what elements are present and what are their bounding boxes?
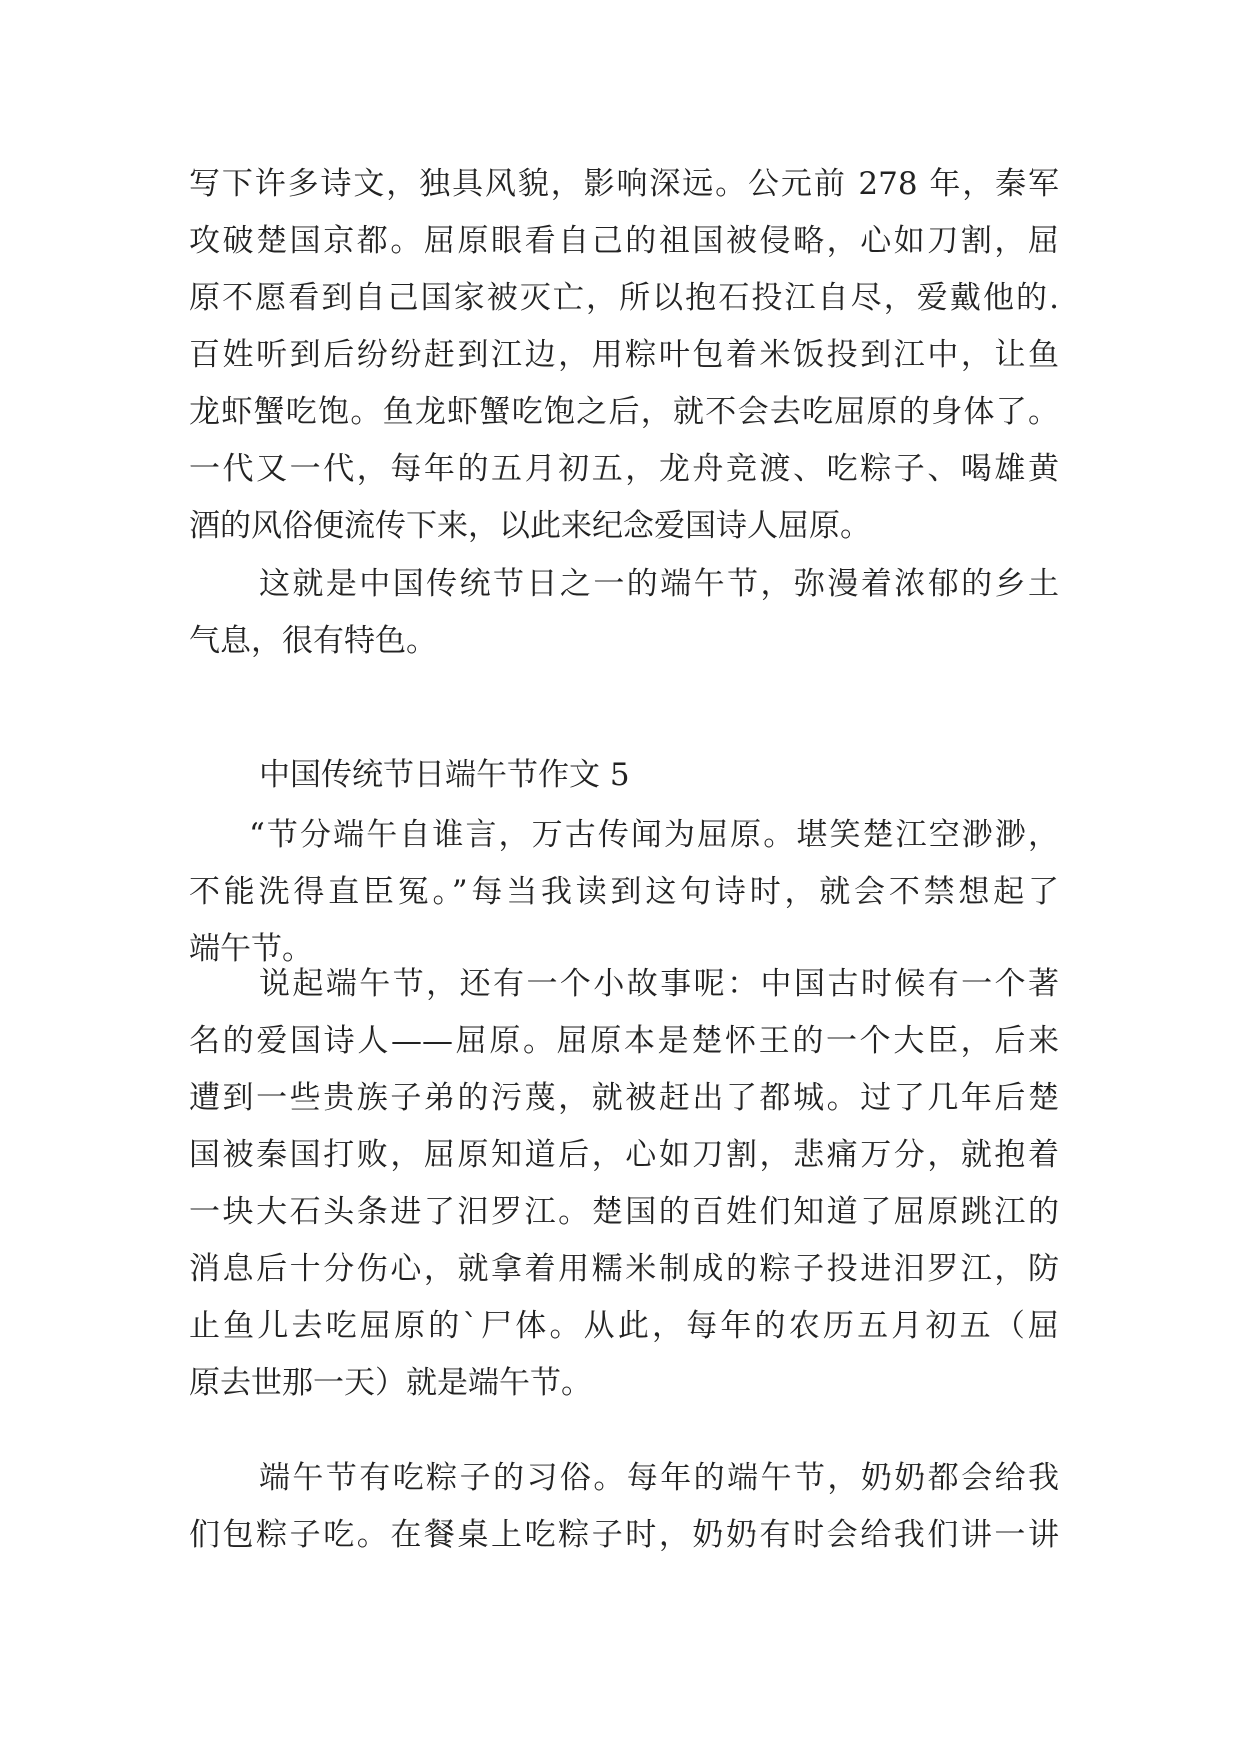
text-line: 龙虾蟹吃饱。鱼龙虾蟹吃饱之后，就不会去吃屈原的身体了。 (189, 394, 1059, 430)
text-line: 一代又一代，每年的五月初五，龙舟竞渡、吃粽子、喝雄黄 (189, 451, 1059, 487)
paragraph-festival-summary (189, 556, 1059, 670)
section-title: 中国传统节日端午节作文 5 (259, 757, 630, 793)
text-line: “节分端午自谁言，万古传闻为屈原。堪笑楚江空渺渺， (249, 817, 1059, 853)
text-line: 止鱼儿去吃屈原的`尸体。从此，每年的农历五月初五（屈 (189, 1308, 1059, 1344)
text-line: 说起端午节，还有一个小故事呢：中国古时候有一个著 (259, 966, 1059, 1002)
text-line: 不能洗得直臣冤。”每当我读到这句诗时，就会不禁想起了 (189, 874, 1059, 910)
text-line: 攻破楚国京都。屈原眼看自己的祖国被侵略，心如刀割，屈 (189, 223, 1059, 259)
text-line: 这就是中国传统节日之一的端午节，弥漫着浓郁的乡土 (259, 566, 1059, 602)
text-line: 消息后十分伤心，就拿着用糯米制成的粽子投进汨罗江，防 (189, 1251, 1059, 1287)
text-line: 原不愿看到自己国家被灭亡，所以抱石投江自尽，爱戴他的. (189, 280, 1059, 316)
text-line: 们包粽子吃。在餐桌上吃粽子时，奶奶有时会给我们讲一讲 (189, 1517, 1059, 1553)
text-line: 写下许多诗文，独具风貌，影响深远。公元前 278 年，秦军 (189, 166, 1059, 202)
paragraph-poem-quote (189, 807, 1059, 978)
text-line: 国被秦国打败，屈原知道后，心如刀割，悲痛万分，就抱着 (189, 1137, 1059, 1173)
text-line: 端午节有吃粽子的习俗。每年的端午节，奶奶都会给我 (259, 1460, 1059, 1496)
text-line: 酒的风俗便流传下来，以此来纪念爱国诗人屈原。 (189, 508, 871, 544)
essay-section-title (189, 747, 1059, 804)
paragraph-zongzi-custom (189, 1450, 1059, 1564)
text-line: 一块大石头条进了汨罗江。楚国的百姓们知道了屈原跳江的 (189, 1194, 1059, 1230)
text-line: 名的爱国诗人——屈原。屈原本是楚怀王的一个大臣，后来 (189, 1023, 1059, 1059)
text-line: 原去世那一天）就是端午节。 (189, 1365, 592, 1401)
text-line: 端午节。 (189, 931, 313, 967)
text-line: 百姓听到后纷纷赶到江边，用粽叶包着米饭投到江中，让鱼 (189, 337, 1059, 373)
text-line: 遭到一些贵族子弟的污蔑，就被赶出了都城。过了几年后楚 (189, 1080, 1059, 1116)
paragraph-qu-yuan-story (189, 156, 1059, 555)
paragraph-festival-origin (189, 956, 1059, 1412)
text-line: 气息，很有特色。 (189, 623, 437, 659)
